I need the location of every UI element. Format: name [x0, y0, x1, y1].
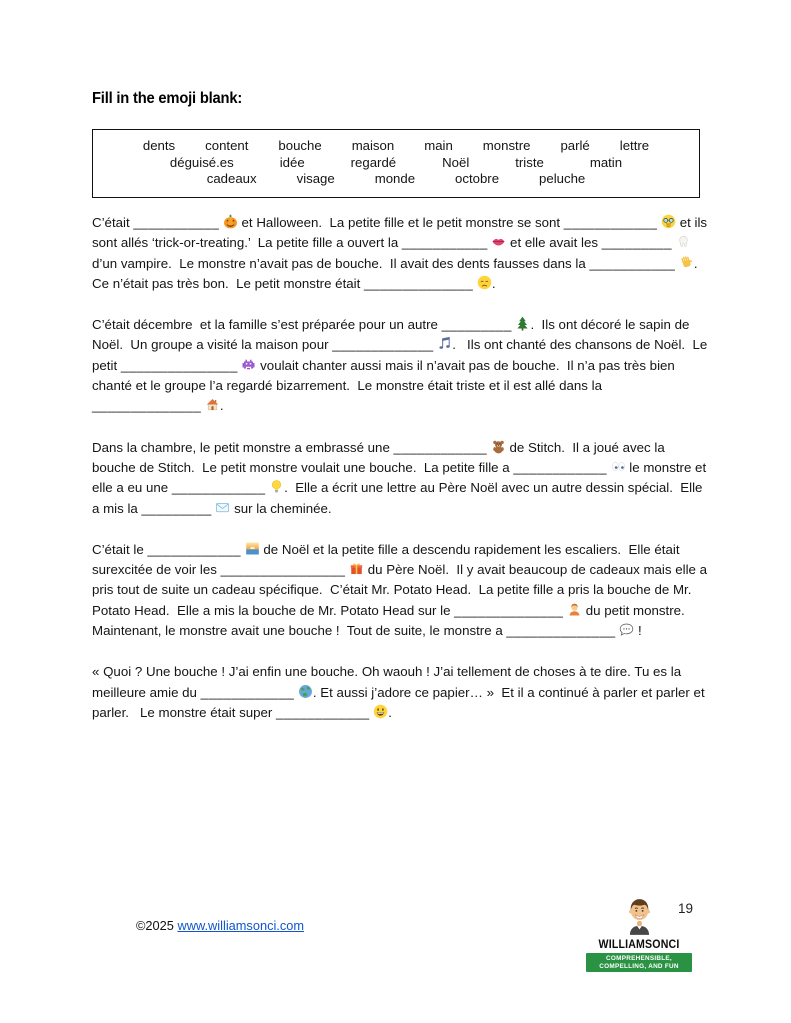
evergreen-tree-emoji [515, 316, 530, 331]
light-bulb-emoji [269, 479, 284, 494]
fill-blank: ________________ [220, 562, 346, 578]
word-bank-word: idée [279, 154, 305, 170]
fill-blank: ______________ [454, 602, 564, 618]
fill-blank: ___________ [589, 255, 676, 271]
fill-blank: ___________ [401, 235, 488, 251]
logo-badge-line2: COMPELLING, AND FUN [599, 962, 679, 970]
fill-blank: ___________ [133, 215, 220, 230]
eyes-emoji [611, 459, 626, 474]
fill-blank: _________ [441, 317, 512, 333]
story [92, 213, 711, 744]
word-bank-word: parlé [560, 138, 590, 153]
word-bank-row [97, 171, 695, 188]
mouth-emoji [491, 234, 506, 249]
word-bank-word: lettre [619, 138, 650, 153]
word-bank-word: déguisé.es [169, 154, 234, 170]
fill-blank: ______________ [92, 398, 202, 414]
page-number: 19 [678, 901, 694, 916]
fill-blank: _____________ [332, 337, 434, 353]
fill-blank: ______________ [364, 275, 474, 291]
word-bank-word: content [205, 138, 249, 153]
alien-monster-emoji [241, 357, 256, 372]
fill-blank: ____________ [171, 480, 266, 496]
house-emoji [205, 397, 220, 412]
envelope-emoji [215, 500, 230, 515]
logo-name: WILLIAMSONCI [598, 939, 680, 951]
globe-emoji [298, 684, 313, 699]
jack-o-lantern-emoji [223, 214, 238, 229]
word-bank-row [97, 155, 695, 172]
grinning-face-emoji [373, 704, 388, 719]
fill-blank: _________ [601, 235, 672, 251]
fill-blank: ____________ [147, 541, 241, 557]
word-bank-word: Noël [442, 154, 470, 170]
logo-badge [586, 953, 692, 972]
website-link[interactable]: www.williamsonci.com [177, 918, 305, 933]
logo-badge-line1: COMPREHENSIBLE, [606, 955, 672, 962]
copyright [136, 918, 304, 933]
paragraph: C’était ___________ et Halloween. La petite fille et le petit monstre se sont ____________ et ils sont allés ‘trick-or-treating.’ La petite fille a ouvert la ___________ et elle avait les _________ d’un vampire. Le monstre n’avait pas de bouche. Il avait des dents fausses dans la ___________ . Ce n’était pas très bon. Le petit monstre était ______________ . [92, 215, 711, 291]
word-bank [92, 129, 700, 198]
fill-blank: _________ [141, 500, 212, 516]
fill-blank: ____________ [393, 439, 488, 455]
gift-box-emoji [349, 561, 364, 576]
word-bank-word: monstre [482, 138, 531, 153]
teddy-bear-emoji [491, 439, 506, 454]
word-bank-word: monde [374, 171, 416, 187]
fill-blank: ____________ [513, 459, 607, 475]
logo [586, 897, 692, 972]
paragraph: C’était décembre et la famille s’est préparée pour un autre _________ . Ils ont décoré le sapin de Noël. Un groupe a visité la maison pour _____________ . Ils ont chanté des chansons de Noël. Le petit _______________ voulait chanter aussi mais il n’avait pas de bouche. Il n’a pas très bien chanté et le groupe l’a regardé bizarrement. Le monstre était triste et il est allé dans la ______________ . [92, 317, 711, 414]
tooth-emoji [676, 234, 691, 249]
word-bank-word: regardé [350, 154, 397, 170]
musical-notes-emoji [437, 336, 452, 351]
fill-blank: ____________ [563, 215, 658, 230]
word-bank-word: visage [296, 171, 335, 187]
waving-hand-emoji [679, 255, 694, 270]
word-bank-word: cadeaux [206, 171, 257, 187]
paragraph: Dans la chambre, le petit monstre a embrassé une ____________ de Stitch. Il a joué avec la bouche de Stitch. Le petit monstre voulait une bouche. La petite fille a ____________ le monstre et elle a eu une ____________ . Elle a écrit une lettre au Père Noël avec un autre dessin spécial. Elle a mis la _________ sur la cheminée. [92, 439, 710, 516]
word-bank-word: bouche [278, 138, 322, 153]
word-bank-word: octobre [455, 171, 500, 187]
word-bank-row [97, 138, 695, 155]
fill-blank: ____________ [200, 684, 295, 700]
fill-blank: ______________ [506, 623, 616, 639]
word-bank-word: maison [351, 138, 395, 153]
copyright-year: ©2025 [136, 918, 174, 933]
word-bank-word: dents [142, 138, 176, 153]
word-bank-word: main [424, 138, 453, 153]
speech-balloon-emoji [619, 622, 634, 637]
disappointed-face-emoji [477, 275, 492, 290]
word-bank-word: triste [515, 154, 544, 170]
word-bank-word: matin [589, 154, 623, 170]
page-title: Fill in the emoji blank: [92, 90, 243, 107]
disguised-face-emoji [661, 214, 676, 229]
paragraph: C’était le ____________ de Noël et la petite fille a descendu rapidement les escaliers. Elle était surexcitée de voir les ________________ du Père Noël. Il y avait beaucoup de cadeaux mais elle a pris tout de suite un cadeau spécifique. C’était Mr. Potato Head. La petite fille a pris la bouche de Mr. Potato Head. Elle a mis la bouche de Mr. Potato Head sur le ______________ du petit monstre. Maintenant, le monstre avait une bouche ! Tout de suite, le monstre a ______________ ! [92, 541, 711, 639]
fill-blank: _______________ [120, 357, 238, 373]
word-bank-word: peluche [539, 171, 586, 187]
paragraph: « Quoi ? Une bouche ! J’ai enfin une bouche. Oh waouh ! J’ai tellement de choses à te dire. Tu es la meilleure amie du ____________ . Et aussi j’adore ce papier… » Et il a continué à parler et parler et parler. Le monstre était super ____________ . [92, 664, 709, 720]
person-emoji [567, 602, 582, 617]
sunrise-emoji [245, 541, 260, 556]
fill-blank: ____________ [276, 704, 370, 720]
